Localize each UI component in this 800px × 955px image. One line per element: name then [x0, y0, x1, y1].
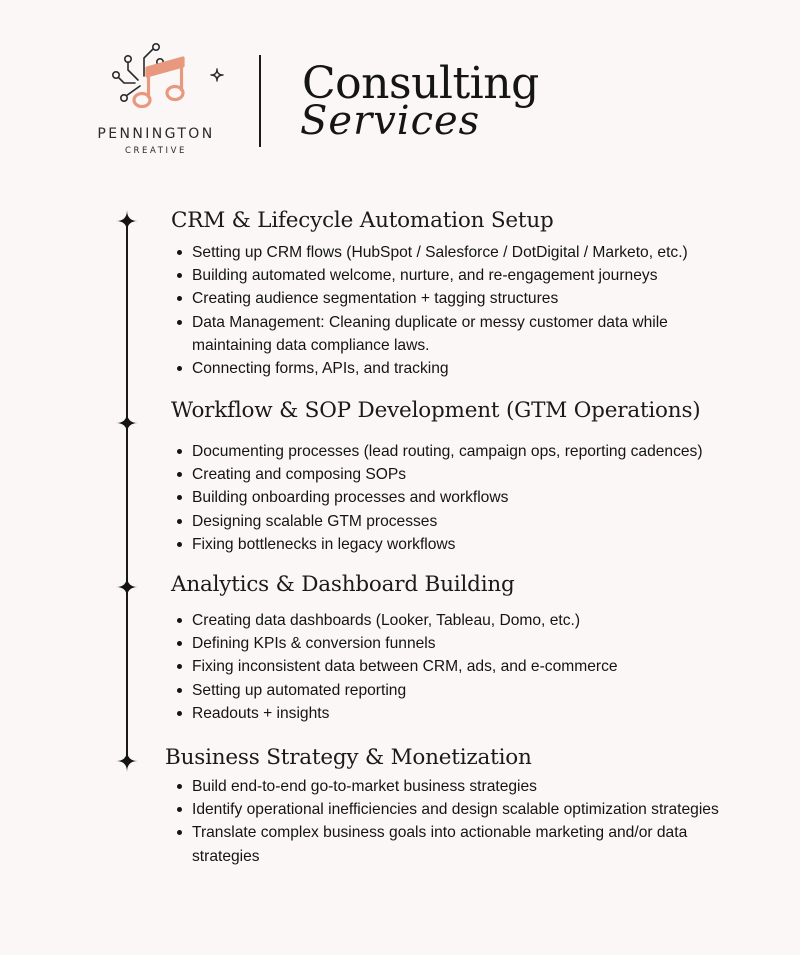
brand-subtitle: CREATIVE — [124, 146, 188, 156]
sparkle-star-icon — [116, 210, 138, 232]
page-subtitle-script: Services — [300, 98, 481, 144]
list-item: Fixing bottlenecks in legacy workflows — [192, 533, 762, 556]
list-item: Creating audience segmentation + tagging structures — [192, 287, 752, 310]
sparkle-star-icon — [116, 576, 138, 598]
section-title: Business Strategy & Monetization — [165, 745, 532, 770]
section-title: Workflow & SOP Development (GTM Operations) — [171, 398, 701, 423]
header-divider — [259, 55, 261, 147]
list-item: Build end-to-end go-to-market business strategies — [192, 775, 732, 798]
timeline-line — [126, 222, 128, 762]
list-item: Fixing inconsistent data between CRM, ads, and e-commerce — [192, 655, 752, 678]
list-item: Identify operational inefficiencies and design scalable optimization strategies — [192, 798, 732, 821]
list-item: Defining KPIs & conversion funnels — [192, 632, 752, 655]
section-title: CRM & Lifecycle Automation Setup — [171, 208, 554, 233]
list-item: Readouts + insights — [192, 702, 752, 725]
section-item-list — [192, 775, 732, 868]
list-item: Translate complex business goals into actionable marketing and/or data strategies — [192, 821, 732, 867]
list-item: Building onboarding processes and workflows — [192, 486, 762, 509]
music-note-logo-icon — [86, 42, 236, 162]
list-item: Setting up automated reporting — [192, 679, 752, 702]
page-title: Consulting — [302, 58, 539, 109]
list-item: Setting up CRM flows (HubSpot / Salesforce / DotDigital / Marketo, etc.) — [192, 241, 752, 264]
list-item: Designing scalable GTM processes — [192, 510, 762, 533]
list-item: Data Management: Cleaning duplicate or messy customer data while maintaining data compliance laws. — [192, 311, 712, 357]
list-item: Creating and composing SOPs — [192, 463, 762, 486]
list-item: Building automated welcome, nurture, and re-engagement journeys — [192, 264, 752, 287]
list-item: Documenting processes (lead routing, campaign ops, reporting cadences) — [192, 440, 762, 463]
sparkle-star-icon — [116, 750, 138, 772]
section-title: Analytics & Dashboard Building — [171, 572, 515, 597]
section-item-list — [192, 609, 752, 725]
list-item: Creating data dashboards (Looker, Tableau, Domo, etc.) — [192, 609, 752, 632]
sparkle-star-icon — [116, 412, 138, 434]
section-item-list — [192, 440, 762, 556]
brand-name: PENNINGTON — [97, 126, 215, 142]
section-item-list — [192, 241, 752, 380]
list-item: Connecting forms, APIs, and tracking — [192, 357, 752, 380]
